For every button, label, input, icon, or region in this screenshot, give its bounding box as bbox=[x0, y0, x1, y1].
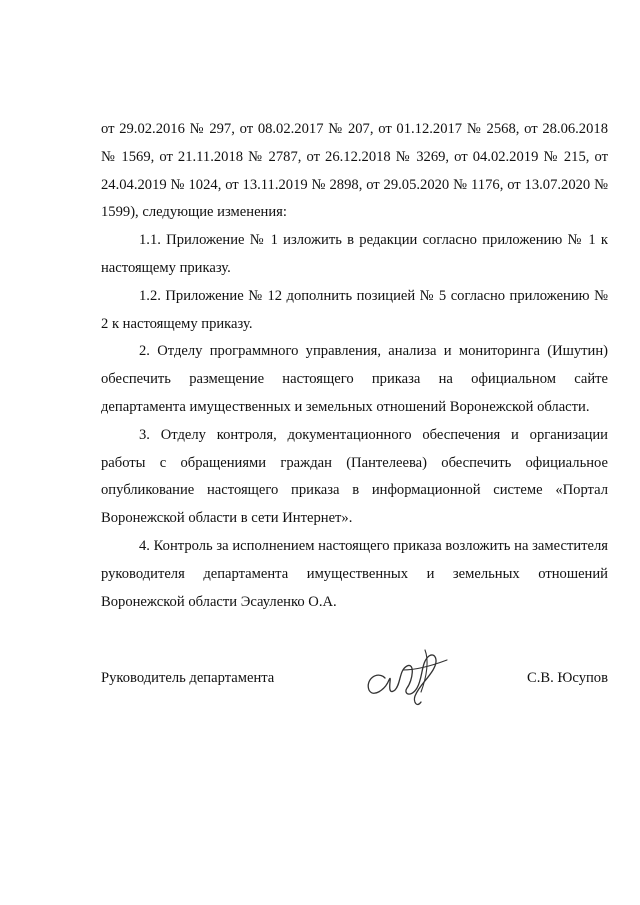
handwritten-signature bbox=[355, 640, 455, 710]
paragraph-amendments-list: от 29.02.2016 № 297, от 08.02.2017 № 207, от 01.12.2017 № 2568, от 28.06.2018 № 1569, от 21.11.2018 № 2787, от 26.12.2018 № 3269, от 04.02.2019 № 215, от 24.04.2019 № 1024, от 13.11.2019 № 2898, от 29.05.2020 № 1176, от 13.07.2020 № 1599), следующие изменения: bbox=[101, 121, 608, 221]
signer-name: С.В. Юсупов bbox=[527, 670, 608, 686]
paragraph-3: 3. Отделу контроля, документационного обеспечения и организации работы с обращениями граждан (Пантелеева) обеспечить официальное опубликование настоящего приказа в информационной системе «Портал Воронежской области в сети Интернет». bbox=[101, 426, 608, 527]
paragraph-1-1: 1.1. Приложение № 1 изложить в редакции согласно приложению № 1 к настоящему приказу. bbox=[101, 232, 608, 276]
paragraph-2: 2. Отделу программного управления, анализа и мониторинга (Ишутин) обеспечить размещение настоящего приказа на официальном сайте департамента имущественных и земельных отношений Воронежской области. bbox=[101, 343, 608, 415]
signer-position: Руководитель департамента bbox=[101, 670, 275, 686]
paragraph-4: 4. Контроль за исполнением настоящего приказа возложить на заместителя руководителя департамента имущественных и земельных отношений Воронежской области Эсауленко О.А. bbox=[101, 537, 608, 610]
document-body bbox=[101, 116, 608, 616]
paragraph-1-2: 1.2. Приложение № 12 дополнить позицией № 5 согласно приложению № 2 к настоящему приказу. bbox=[101, 287, 608, 332]
